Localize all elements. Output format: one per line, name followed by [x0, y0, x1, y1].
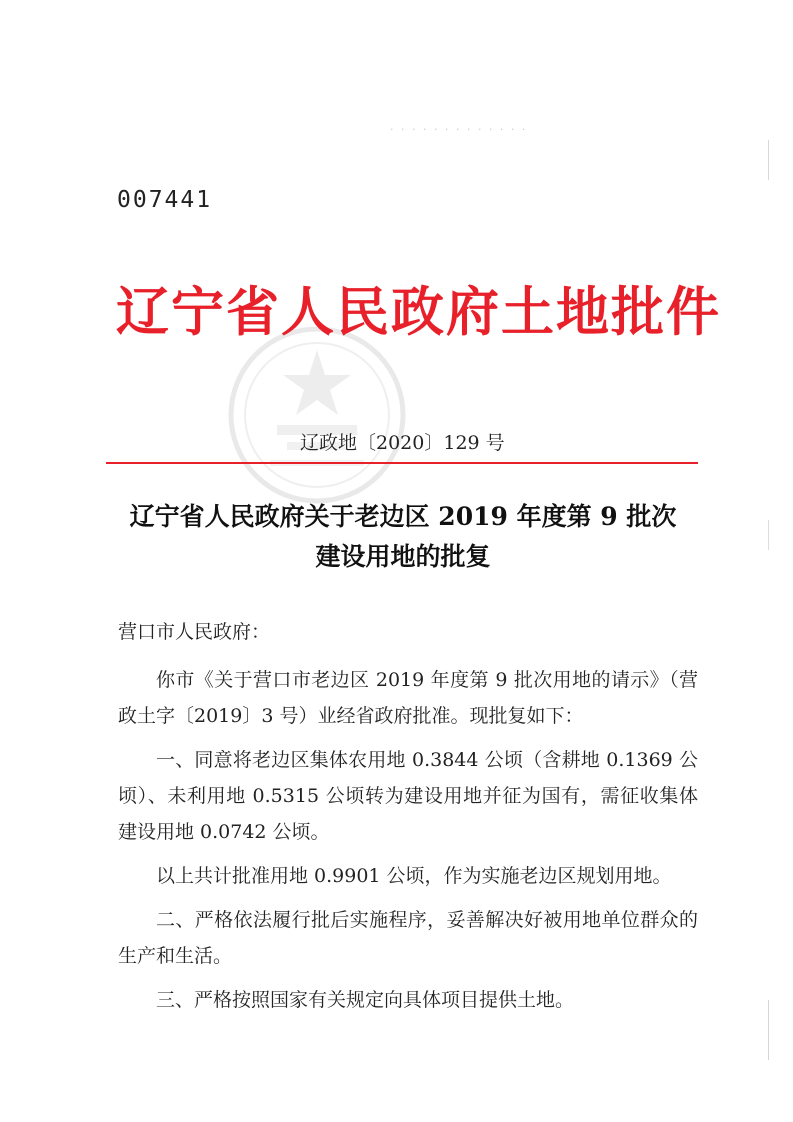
serial-number: 007441: [117, 187, 213, 213]
body-paragraph-request: 你市《关于营口市老边区 2019 年度第 9 批次用地的请示》（营政土字〔2019〕3 号）业经省政府批准。现批复如下：: [118, 669, 698, 727]
scan-edge-marks: [765, 0, 773, 1122]
red-divider-line: [106, 462, 698, 464]
masthead-title: 辽宁省人民政府土地批件: [116, 282, 721, 343]
document-number: 辽政地〔2020〕129 号: [300, 432, 505, 454]
official-seal-watermark-icon: [222, 320, 412, 510]
body-paragraph-total: 以上共计批准用地 0.9901 公顷，作为实施老边区规划用地。: [156, 865, 672, 887]
document-title: [108, 497, 698, 577]
document-title-line-2: 建设用地的批复: [315, 542, 491, 571]
body-paragraph-item-3: 三、严格按照国家有关规定向具体项目提供土地。: [156, 989, 575, 1011]
bleed-through-text: · · · · · · · · · · · · ·: [390, 123, 528, 136]
body-paragraph-item-2: 二、严格依法履行批后实施程序，妥善解决好被用地单位群众的生产和生活。: [118, 909, 698, 967]
document-body: [118, 662, 698, 1026]
addressee: 营口市人民政府：: [118, 621, 271, 643]
body-paragraph-item-1: 一、同意将老边区集体农用地 0.3844 公顷（含耕地 0.1369 公顷）、未利用地 0.5315 公顷转为建设用地并征为国有，需征收集体建设用地 0.0742 公顷。: [118, 749, 698, 843]
document-title-line-1: 辽宁省人民政府关于老边区 2019 年度第 9 批次: [129, 502, 677, 531]
